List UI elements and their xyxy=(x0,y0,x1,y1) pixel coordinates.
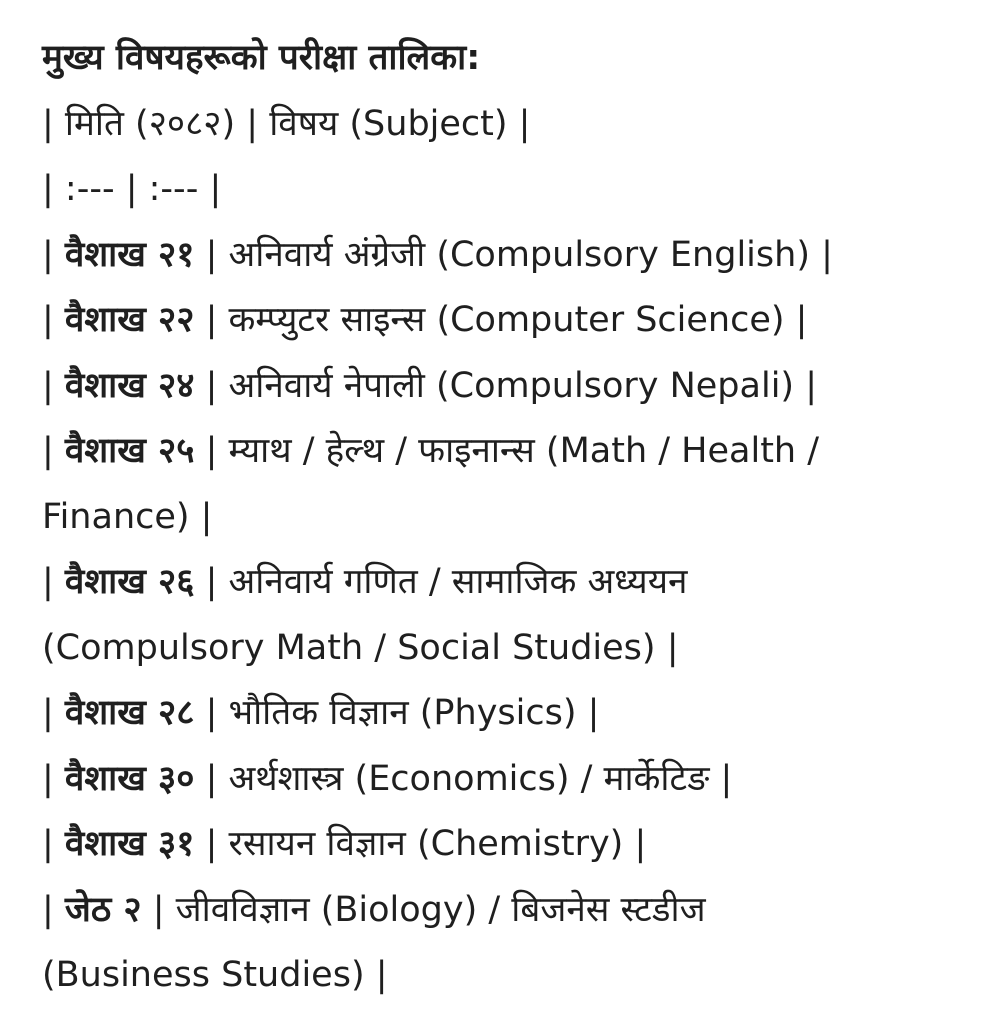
exam-subject: | कम्प्युटर साइन्स (Computer Science) | xyxy=(194,300,808,340)
exam-date: वैशाख २४ xyxy=(64,365,195,406)
exam-subject: | अनिवार्य गणित / सामाजिक अध्ययन xyxy=(194,562,688,602)
row-prefix: | xyxy=(42,300,65,340)
exam-subject: | रसायन विज्ञान (Chemistry) | xyxy=(194,824,647,864)
exam-date: वैशाख ३१ xyxy=(64,824,195,864)
table-row xyxy=(42,419,942,550)
table-row xyxy=(42,812,942,878)
table-separator-row: | :--- | :--- | xyxy=(42,169,222,209)
row-prefix: | xyxy=(42,824,65,864)
exam-subject: | म्याथ / हेल्थ / फाइनान्स (Math / Health / xyxy=(194,431,820,471)
exam-subject: | अनिवार्य नेपाली (Compulsory Nepali) | xyxy=(194,365,817,406)
table-row xyxy=(42,681,942,747)
exam-schedule-document xyxy=(42,26,942,1009)
table-row xyxy=(42,223,942,289)
exam-date: जेठ २ xyxy=(64,889,142,930)
row-prefix: | xyxy=(42,365,65,406)
table-row xyxy=(42,878,942,1009)
table-header-row: | मिति (२०८२) | विषय (Subject) | xyxy=(42,103,531,144)
table-row xyxy=(42,747,942,813)
exam-date: वैशाख २१ xyxy=(64,234,195,275)
row-prefix: | xyxy=(42,234,65,275)
exam-date: वैशाख २८ xyxy=(64,693,195,733)
exam-date: वैशाख २२ xyxy=(64,300,195,340)
exam-subject: | अनिवार्य अंग्रेजी (Compulsory English) | xyxy=(194,234,833,275)
table-row xyxy=(42,354,942,420)
row-prefix: | xyxy=(42,693,65,733)
exam-subject-continuation: (Compulsory Math / Social Studies) | xyxy=(42,627,679,668)
row-prefix: | xyxy=(42,758,65,799)
schedule-heading: मुख्य विषयहरूको परीक्षा तालिका: xyxy=(42,38,481,78)
exam-date: वैशाख २५ xyxy=(64,431,195,471)
exam-subject: | जीवविज्ञान (Biology) / बिजनेस स्टडीज xyxy=(141,889,706,930)
exam-date: वैशाख २६ xyxy=(64,562,195,602)
exam-subject: | अर्थशास्त्र (Economics) / मार्केटिङ | xyxy=(194,758,733,799)
exam-subject: | भौतिक विज्ञान (Physics) | xyxy=(194,693,600,733)
table-row xyxy=(42,288,942,354)
row-prefix: | xyxy=(42,431,65,471)
table-row xyxy=(42,550,942,681)
row-prefix: | xyxy=(42,562,65,602)
exam-subject-continuation: Finance) | xyxy=(42,496,213,537)
exam-date: वैशाख ३० xyxy=(64,758,195,799)
row-prefix: | xyxy=(42,889,65,930)
exam-subject-continuation: (Business Studies) | xyxy=(42,955,388,995)
